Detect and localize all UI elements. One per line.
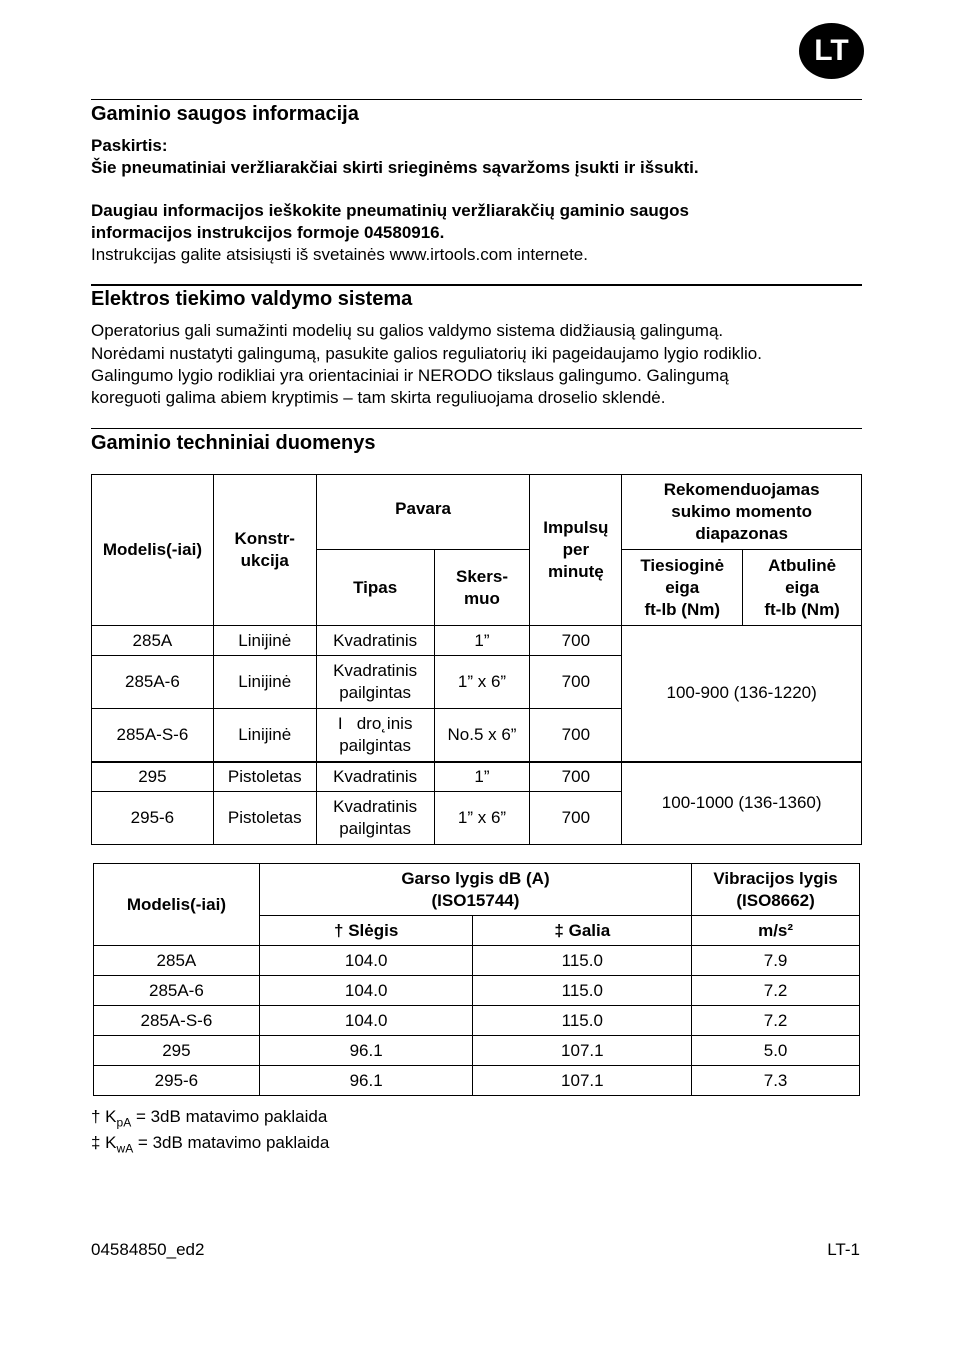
language-badge: LT (799, 23, 864, 79)
header-torque-range: Rekomenduojamas sukimo momento diapazonas (622, 475, 862, 550)
cell-model: 285A (92, 626, 214, 656)
header-type: Tipas (316, 550, 434, 626)
purpose-text: Šie pneumatiniai veržliarakčiai skirti srieginėms sąvaržoms įsukti ir išsukti. (91, 158, 699, 177)
cell-power: 115.0 (473, 1006, 692, 1036)
cell-pressure: 104.0 (259, 946, 473, 976)
footnote-pressure: † $K_{pA} = 3dB$ matavimo paklaida (91, 1107, 328, 1130)
cell-construction: Pistoletas (213, 792, 316, 845)
more-info-line1: Daugiau informacijos ieškokite pneumatinių veržliarakčių gaminio saugos (91, 201, 689, 220)
cell-vibration: 7.3 (692, 1066, 860, 1096)
cell-size: No.5 x 6” (434, 709, 530, 762)
cell-model: 285A-6 (94, 976, 260, 1006)
cell-type: Kvadratinis pailgintas (316, 656, 434, 709)
header-construction: Konstr- ukcija (213, 475, 316, 626)
table-row (92, 626, 862, 656)
header-power: ‡ Galia (473, 916, 692, 946)
doc-number: 04584850_ed2 (91, 1240, 205, 1259)
cell-model: 285A-S-6 (92, 709, 214, 762)
cell-vibration: 7.2 (692, 1006, 860, 1036)
power-text-line: Galingumo lygio rodikliai yra orientaciniai ir NERODO tikslaus galingumo. Galingumą (91, 366, 729, 385)
cell-size: 1” (434, 626, 530, 656)
divider (91, 99, 862, 100)
table-row (94, 976, 860, 1006)
cell-model: 295 (92, 762, 214, 792)
table-row (94, 1066, 860, 1096)
table-row (92, 762, 862, 792)
cell-construction: Pistoletas (213, 762, 316, 792)
cell-type: I dro˛inis pailgintas (316, 709, 434, 762)
table-row (94, 1036, 860, 1066)
noise-vibration-table (93, 863, 860, 1096)
purpose-label: Paskirtis: (91, 136, 168, 155)
cell-ipm: 700 (530, 626, 622, 656)
cell-pressure: 104.0 (259, 1006, 473, 1036)
cell-model: 295-6 (92, 792, 214, 845)
cell-size: 1” x 6” (434, 656, 530, 709)
download-text: Instrukcijas galite atsisiųsti iš svetainės www.irtools.com internete. (91, 245, 588, 264)
cell-ipm: 700 (530, 762, 622, 792)
cell-construction: Linijinė (213, 656, 316, 709)
cell-size: 1” x 6” (434, 792, 530, 845)
cell-vibration: 5.0 (692, 1036, 860, 1066)
cell-power: 115.0 (473, 976, 692, 1006)
cell-type: Kvadratinis pailgintas (316, 792, 434, 845)
cell-model: 285A-6 (92, 656, 214, 709)
cell-construction: Linijinė (213, 626, 316, 656)
footnote-power: ‡ $K_{wA} = 3dB$ matavimo paklaida (91, 1133, 330, 1156)
more-info-line2: informacijos instrukcijos formoje 04580916. (91, 223, 445, 242)
cell-model: 295 (94, 1036, 260, 1066)
cell-pressure: 96.1 (259, 1066, 473, 1096)
header-pressure: † Slėgis (259, 916, 473, 946)
cell-size: 1” (434, 762, 530, 792)
page-number: LT-1 (827, 1240, 860, 1259)
cell-type: Kvadratinis (316, 762, 434, 792)
cell-ipm: 700 (530, 656, 622, 709)
header-vibration-level: Vibracijos lygis (ISO8662) (692, 864, 860, 916)
power-text-line: Norėdami nustatyti galingumą, pasukite galios reguliatorių iki pageidaujamo lygio rodiklio. (91, 344, 762, 363)
cell-power: 107.1 (473, 1036, 692, 1066)
table-row (94, 1006, 860, 1036)
cell-power: 115.0 (473, 946, 692, 976)
cell-torque-range: 100-900 (136-1220) (622, 626, 862, 762)
cell-power: 107.1 (473, 1066, 692, 1096)
cell-pressure: 96.1 (259, 1036, 473, 1066)
divider (91, 284, 862, 286)
cell-type: Kvadratinis (316, 626, 434, 656)
cell-construction: Linijinė (213, 709, 316, 762)
header-drive: Pavara (316, 475, 530, 550)
power-text-line: koreguoti galima abiem kryptimis – tam skirta reguliuojama droselio sklendė. (91, 388, 666, 407)
section-title-power: Elektros tiekimo valdymo sistema (91, 288, 413, 310)
header-ipm: Impulsų per minutę (530, 475, 622, 626)
header-reverse: Atbulinė eiga ft-lb (Nm) (743, 550, 862, 626)
cell-ipm: 700 (530, 709, 622, 762)
cell-model: 285A-S-6 (94, 1006, 260, 1036)
spec-table (91, 474, 862, 845)
cell-model: 285A (94, 946, 260, 976)
cell-model: 295-6 (94, 1066, 260, 1096)
section-title-safety: Gaminio saugos informacija (91, 103, 359, 125)
header-size: Skers- muo (434, 550, 530, 626)
cell-vibration: 7.2 (692, 976, 860, 1006)
header-unit: m/s² (692, 916, 860, 946)
cell-torque-range: 100-1000 (136-1360) (622, 762, 862, 845)
table-row (94, 946, 860, 976)
cell-vibration: 7.9 (692, 946, 860, 976)
cell-ipm: 700 (530, 792, 622, 845)
power-text-line: Operatorius gali sumažinti modelių su galios valdymo sistema didžiausią galingumą. (91, 321, 724, 340)
divider (91, 428, 862, 429)
header-model: Modelis(-iai) (92, 475, 214, 626)
header-sound-level: Garso lygis dB (A) (ISO15744) (259, 864, 691, 916)
header-model: Modelis(-iai) (94, 864, 260, 946)
section-title-specs: Gaminio techniniai duomenys (91, 432, 376, 454)
header-forward: Tiesioginė eiga ft-lb (Nm) (622, 550, 743, 626)
cell-pressure: 104.0 (259, 976, 473, 1006)
